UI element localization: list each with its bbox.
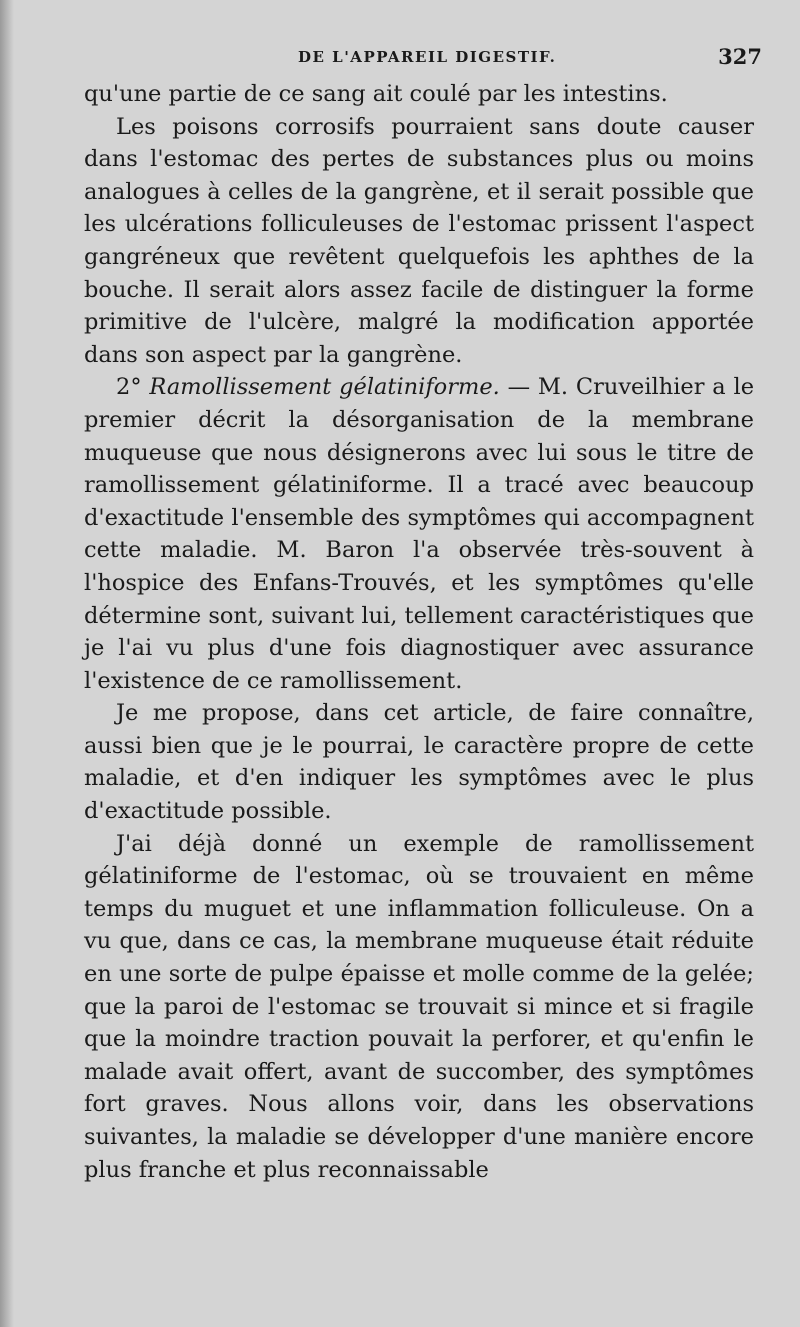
section-title: Ramollissement gélatiniforme. (149, 374, 500, 401)
paragraph-continuation: qu'une partie de ce sang ait coulé par les intestins. (84, 81, 668, 107)
section-body: — M. Cruveilhier a le premier décrit la désorganisation de la membrane muqueuse que nous désignerons avec lui sous le titre de ramollissement gélatiniforme. Il a tracé avec beaucoup d'exactitude l'ensemble des symptômes qui accompagnent cette maladie. M. Baron l'a observée très-souvent à l'hospice des Enfans-Trouvés, et les symptômes qu'elle détermine sont, suivant lui, tellement caractéristiques que je l'ai vu plus d'une fois diagnostiquer avec assurance l'existence de ce ramollissement. (84, 374, 755, 694)
paragraph-corrosive-poisons: Les poisons corrosifs pourraient sans doute causer dans l'estomac des pertes de substances plus ou moins analogues à celles de la gangrène, et il serait possible que les ulcérations folliculeuses de l'estomac prissent l'aspect gangréneux que revêtent quelquefois les aphthes de la bouche. Il serait alors assez facile de distinguer la forme primitive de l'ulcère, malgré la modification apportée dans son aspect par la gangrène. (84, 113, 754, 368)
body-text (84, 78, 754, 1186)
section-number: 2° (116, 374, 142, 401)
running-head: DE L'APPAREIL DIGESTIF. (298, 48, 557, 66)
page-gutter-shadow (0, 0, 14, 1327)
page-number: 327 (718, 44, 762, 69)
paragraph-gelatiniform-softening (84, 371, 754, 697)
paragraph-article-purpose: Je me propose, dans cet article, de faire connaître, aussi bien que je le pourrai, le caractère propre de cette maladie, et d'en indiquer les symptômes avec le plus d'exactitude possible. (84, 700, 754, 825)
paragraph-previous-example: J'ai déjà donné un exemple de ramollissement gélatiniforme de l'estomac, où se trouvaient en même temps du muguet et une inflammation folliculeuse. On a vu que, dans ce cas, la membrane muqueuse était réduite en une sorte de pulpe épaisse et molle comme de la gelée; que la paroi de l'estomac se trouvait si mince et si fragile que la moindre traction pouvait la perforer, et qu'enfin le malade avait offert, avant de succomber, des symptômes fort graves. Nous allons voir, dans les observations suivantes, la maladie se développer d'une manière encore plus franche et plus reconnaissable (84, 830, 754, 1183)
page-header (80, 44, 770, 74)
